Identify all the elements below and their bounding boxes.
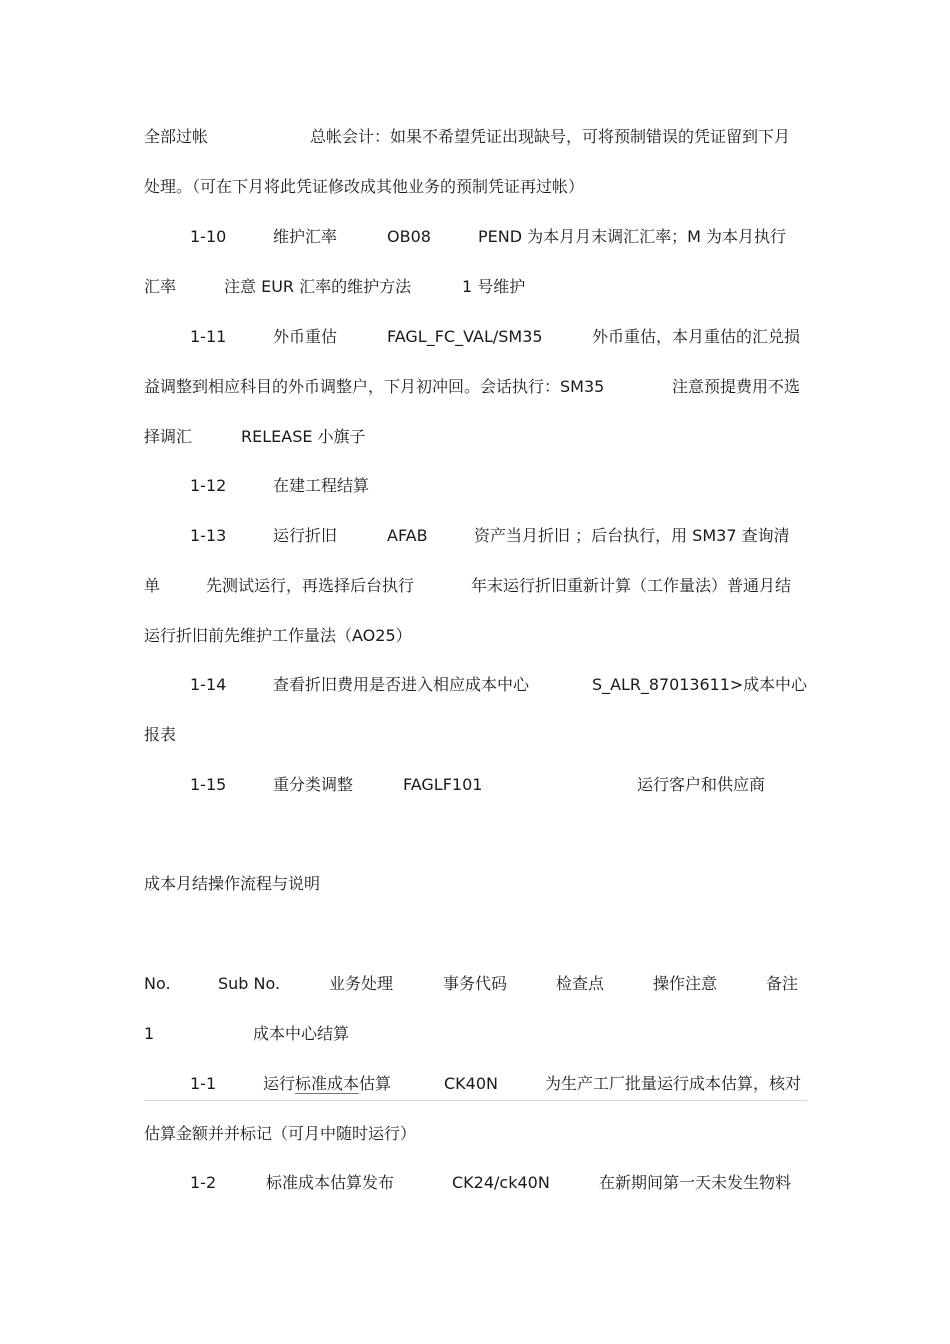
text-line-10 — [144, 571, 807, 601]
note-accrual: 注意预提费用不选 — [672, 377, 801, 396]
note-day-one: 1 号维护 — [462, 277, 526, 296]
row-1-14 — [144, 670, 807, 700]
section-heading — [144, 869, 807, 899]
text-line-2 — [144, 172, 807, 202]
note-release-flag: RELEASE 小旗子 — [241, 427, 366, 446]
step-task: 重分类调整 — [273, 775, 354, 794]
table-divider — [144, 1100, 807, 1101]
step-number: 1-13 — [190, 526, 227, 545]
step-number: 1-10 — [190, 227, 227, 246]
step-note: 外币重估，本月重估的汇兑损 — [592, 327, 801, 346]
step-task: 成本中心结算 — [253, 1024, 350, 1043]
step-note: 在新期间第一天未发生物料 — [599, 1173, 792, 1192]
col-header-sub-no: Sub No. — [218, 974, 281, 993]
text-line-13 — [144, 720, 807, 750]
step-task: 标准成本估算发布 — [266, 1173, 395, 1192]
col-header-checkpoint: 检查点 — [556, 974, 605, 993]
note-gl-accounting: 总帐会计：如果不希望凭证出现缺号，可将预制错误的凭证留到下月 — [310, 127, 791, 146]
step-note: PEND 为本月月末调汇汇率；M 为本月执行 — [478, 227, 787, 246]
col-header-remarks: 备注 — [766, 974, 799, 993]
step-task: 在建工程结算 — [273, 476, 370, 495]
step-number: 1-15 — [190, 775, 227, 794]
note-continuation: 估算金额并并标记（可月中随时运行） — [144, 1124, 417, 1143]
text-line-6 — [144, 372, 807, 402]
col-header-no: No. — [144, 974, 171, 993]
col-header-notes: 操作注意 — [653, 974, 718, 993]
row-1-15 — [144, 770, 807, 800]
step-number: 1-2 — [190, 1173, 217, 1192]
step-task: 维护汇率 — [273, 227, 338, 246]
note-eur-rate: 注意 EUR 汇率的维护方法 — [224, 277, 412, 296]
note-continuation: 处理。（可在下月将此凭证修改成其他业务的预制凭证再过帐） — [144, 177, 585, 196]
step-tcode: OB08 — [387, 227, 431, 246]
step-tcode: FAGLF101 — [403, 775, 483, 794]
term-full-posting: 全部过帐 — [144, 127, 209, 146]
row-1-11 — [144, 322, 807, 352]
step-tcode: CK40N — [444, 1074, 498, 1093]
step-tcode: AFAB — [387, 526, 428, 545]
note-continuation: 汇率 — [144, 277, 177, 296]
col-header-business: 业务处理 — [329, 974, 394, 993]
note-continuation: 单 — [144, 576, 161, 595]
step-task-part-3: 估算 — [359, 1074, 392, 1093]
step-task — [263, 1069, 391, 1099]
step-number: 1 — [144, 1024, 155, 1043]
note-continuation: 运行折旧前先维护工作量法（AO25） — [144, 626, 412, 645]
step-number: 1-1 — [190, 1074, 217, 1093]
text-line-7 — [144, 422, 807, 452]
step-task: 外币重估 — [273, 327, 338, 346]
step-task-part-1: 运行 — [263, 1074, 296, 1093]
text-line-19 — [144, 1119, 807, 1149]
row-1-12 — [144, 471, 807, 501]
step-tcode: CK24/ck40N — [452, 1173, 550, 1192]
row-1-13 — [144, 521, 807, 551]
text-line-4 — [144, 272, 807, 302]
step-task: 运行折旧 — [273, 526, 338, 545]
text-line-11 — [144, 621, 807, 651]
row-1-10 — [144, 222, 807, 252]
step-number: 1-14 — [190, 675, 227, 694]
text-line-1 — [144, 122, 807, 152]
step-tcode: S_ALR_87013611>成本中心 — [592, 675, 807, 694]
note-continuation: 报表 — [144, 725, 177, 744]
step-note: 运行客户和供应商 — [637, 775, 766, 794]
row-1-2 — [144, 1168, 807, 1198]
section-title: 成本月结操作流程与说明 — [144, 874, 321, 893]
note-year-end: 年末运行折旧重新计算（工作量法）普通月结 — [471, 576, 792, 595]
row-1 — [144, 1019, 807, 1049]
step-task-underlined: 标准成本 — [295, 1074, 360, 1093]
row-1-1 — [144, 1069, 807, 1099]
step-note: 为生产工厂批量运行成本估算，核对 — [545, 1074, 802, 1093]
step-note: 资产当月折旧 ；后台执行，用 SM37 查询清 — [474, 526, 790, 545]
step-number: 1-12 — [190, 476, 227, 495]
note-test-run: 先测试运行，再选择后台执行 — [206, 576, 415, 595]
col-header-tcode: 事务代码 — [443, 974, 508, 993]
note-continuation: 益调整到相应科目的外币调整户，下月初冲回。会话执行：SM35 — [144, 377, 605, 396]
table-header-row — [144, 969, 807, 999]
step-task: 查看折旧费用是否进入相应成本中心 — [273, 675, 530, 694]
step-tcode: FAGL_FC_VAL/SM35 — [387, 327, 543, 346]
note-continuation: 择调汇 — [144, 427, 193, 446]
step-number: 1-11 — [190, 327, 227, 346]
